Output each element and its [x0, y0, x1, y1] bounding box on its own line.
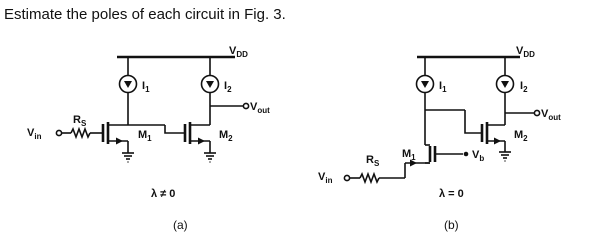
- current-source-i1-b: [417, 57, 434, 145]
- current-source-i2-b: [497, 57, 514, 125]
- down-arrow-icon: [501, 81, 509, 88]
- vin-label-a: $V_{in}$: [27, 127, 42, 141]
- rs-label-a: $R_S$: [73, 114, 87, 128]
- down-arrow-icon: [421, 81, 429, 88]
- rs-label-b: $R_S$: [366, 154, 380, 168]
- vb-label-b: $V_b$: [472, 149, 485, 163]
- current-source-i1-a: [120, 57, 137, 125]
- i1-label-a: $I_1$: [142, 80, 150, 94]
- vdd-label-a: $V_{DD}$: [229, 45, 248, 59]
- vin-label-b: $V_{in}$: [318, 171, 333, 185]
- m2-label-b: $M_2$: [514, 129, 528, 143]
- vout-terminal-a: [243, 103, 248, 108]
- vout-terminal-b: [534, 110, 539, 115]
- source-arrow-icon: [494, 138, 501, 145]
- circuit-b: [318, 45, 561, 232]
- source-arrow-icon: [116, 138, 123, 145]
- current-source-i2-a: [202, 57, 219, 125]
- vdd-label-b: $V_{DD}$: [516, 45, 535, 59]
- m2-label-a: $M_2$: [219, 129, 233, 143]
- lambda-condition-b: λ = 0: [439, 188, 464, 200]
- vout-label-a: $V_{out}$: [250, 101, 270, 115]
- i2-label-a: $I_2$: [224, 80, 232, 94]
- caption-b: (b): [444, 218, 459, 232]
- resistor-rs-b: [360, 174, 379, 182]
- m1-label-a: $M_1$: [138, 129, 152, 143]
- vin-terminal-b: [344, 175, 349, 180]
- circuit-a: [27, 45, 270, 232]
- transistor-m1-a: [103, 122, 134, 162]
- lambda-condition-a: λ ≠ 0: [151, 188, 176, 200]
- down-arrow-icon: [124, 81, 132, 88]
- transistor-m2-a: [185, 122, 216, 162]
- vb-terminal-b: [464, 152, 469, 157]
- source-arrow-icon: [198, 138, 205, 145]
- vin-terminal-a: [56, 130, 61, 135]
- i2-label-b: $I_2$: [520, 80, 528, 94]
- m1-label-b: $M_1$: [402, 148, 416, 162]
- down-arrow-icon: [206, 81, 214, 88]
- vout-label-b: $V_{out}$: [541, 108, 561, 122]
- transistor-m2-b: [482, 122, 511, 161]
- i1-label-b: $I_1$: [439, 80, 447, 94]
- resistor-rs-a: [71, 129, 90, 137]
- caption-a: (a): [173, 218, 188, 232]
- problem-prompt: Estimate the poles of each circuit in Fig. 3.: [4, 6, 286, 23]
